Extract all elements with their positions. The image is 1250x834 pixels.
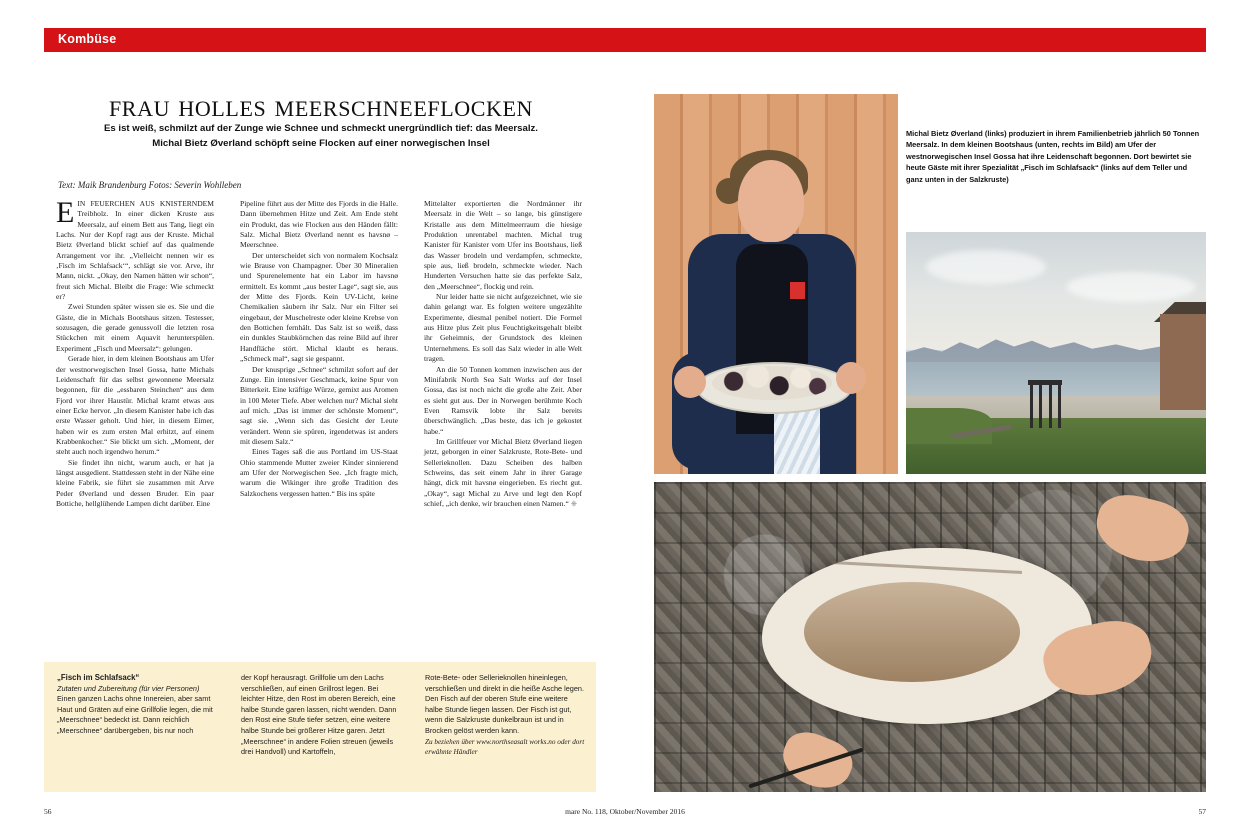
stool-leg xyxy=(1030,384,1033,428)
paragraph: An die 50 Tonnen kommen inzwischen aus der Minifabrik North Sea Salt Works auf der Insel Gossa, das ist noch nicht die große alte Zeit. Aber es sieht gut aus. Der in Norwegen berühmte Koch Even Ramsvik lobte ihr Salz bereits überschwänglich. „Das beste, das ich je gekostet habe.“ xyxy=(424,364,582,436)
cloud xyxy=(926,250,1046,284)
salt-crust-crack xyxy=(832,561,1022,574)
paragraph: Nur leider hatte sie nicht aufgezeichnet, wie sie dahin gelangt war. Es folgten weitere ungezählte Experimente, diesmal penibel notiert. Die Formel aus Hitze plus Zeit plus Feuchtigkeitsgehalt bleibt ihr Geheimnis, der Grundstock des kleinen Unternehmens. Es soll das Salz wieder in alle Welt tragen. xyxy=(424,292,582,364)
grass-patch-left xyxy=(906,408,992,444)
stool-leg xyxy=(1039,384,1042,428)
standfirst xyxy=(56,122,586,151)
paragraph: Gerade hier, in dem kleinen Bootshaus am Ufer der westnorwegischen Insel Gossa, hatte Michals Leidenschaft für das selbst gewonnene Meersalz begonnen, für die „essbaren Steinchen“ aus dem Fjord vor ihrer Haustür. Michal kramt etwas aus einer Ecke hervor. „In diesem Kanister habe ich das erste Wasser geholt. Und hier, in diesem Eimer, haben wir es zum ersten Mal erhitzt, auf einem Krabbenkocher.“ Sie blickt um sich. „Moment, der steht auch noch irgendwo herum.“ xyxy=(56,354,214,457)
recipe-source: Zu beziehen über www.northseasalt works.no oder dort erwähnte Händler xyxy=(425,737,585,756)
person-face xyxy=(738,160,804,242)
person-hand-left xyxy=(674,366,706,398)
rubric-label: Kombüse xyxy=(58,32,117,46)
recipe-column-1 xyxy=(57,673,215,737)
cloud xyxy=(1066,272,1196,302)
wooden-stool xyxy=(1028,380,1062,428)
standfirst-line-1: Es ist weiß, schmilzt auf der Zunge wie Schnee und schmeckt unergründlich tief: das Meersalz. xyxy=(104,123,538,134)
paragraph: Pipeline führt aus der Mitte des Fjords in die Halle. Dann übernehmen Hitze und Zeit. Am Ende steht ein Produkt, das wie Flocken aus den Händen fällt: Salz. Michal Bietz Øverland nennt es havsnø – Meerschnee. xyxy=(240,199,398,250)
page-number-right: 57 xyxy=(1198,807,1206,816)
salt-crusted-fish xyxy=(762,548,1092,724)
body-column-1 xyxy=(56,196,214,509)
photo-grill-salt-crust xyxy=(654,482,1206,792)
recipe-box xyxy=(44,662,596,792)
recipe-text: der Kopf herausragt. Grillfolie um den Lachs verschließen, auf einen Grillrost legen. Bei leichter Hitze, den Rost im oberen Bereich, eine halbe Stunde garen lassen, nicht wenden. Dann den Rost eine Stufe tiefer setzen, eine weitere halbe Stunde bei größerer Hitze garen. Jetzt „Meerschnee“ in andere Folien streuen (jeweils drei Handvoll) und Kartoffeln, xyxy=(241,673,397,757)
body-column-2 xyxy=(240,199,398,499)
photo-landscape-gossa xyxy=(906,232,1206,474)
standfirst-line-2: Michal Bietz Øverland schöpft seine Flocken auf einer norwegischen Insel xyxy=(152,137,490,149)
recipe-column-2 xyxy=(241,673,399,758)
paragraph: Zwei Stunden später wissen sie es. Sie und die Gäste, die in Michals Bootshaus sitzen. Testesser, sozusagen, die gerade genussvoll die letzten rosa Stückchen mit einem Aquavit herunterspülen. Experiment „Fisch und Meersalz“: gelungen. xyxy=(56,302,214,353)
byline-credits: Text: Maik Brandenburg Fotos: Severin Wohlleben xyxy=(58,180,242,190)
photo-caption: Michal Bietz Øverland (links) produziert in ihrem Familienbetrieb jährlich 50 Tonnen Meersalz. In dem kleinen Bootshaus (unten, rechts im Bild) am Ufer der westnorwegischen Insel Gossa hat ihre Leidenschaft begonnen. Dort bewirtet sie heute Gäste mit ihrer Spezialität „Fisch im Schlafsack“ (links auf dem Teller und ganz unten in der Salzkruste) xyxy=(906,129,1200,184)
exposed-fish-flesh xyxy=(804,582,1020,682)
vest-logo-patch xyxy=(790,282,805,299)
article-body xyxy=(56,196,584,651)
page-title: frau holles meerschneeflocken xyxy=(108,88,534,123)
paragraph: Der unterscheidet sich von normalem Kochsalz wie Brause von Champagner. Über 30 Mineralien und Spurenelemente hat ein Labor im havsnø ermittelt. Es kommt „aus bester Lage“, sagt sie, aus der Mitte des Fjords. Kein UV-Licht, keine Chemikalien säubern ihr Salz. Nur ein Filter sei eingebaut, der Muschelreste oder kleine Krebse von den Bottichen fernhält. Das Salz ist so weiß, dass ein dunkles Staubkörnchen das reine Bild auf ihrer Handfläche stört. Michal klaubt es heraus. „Schmeck mal“, sagt sie gespannt. xyxy=(240,250,398,364)
recipe-column-3 xyxy=(425,673,587,757)
recipe-text: Einen ganzen Lachs ohne Innereien, aber samt Haut und Gräten auf eine Grillfolie legen, die mit „Meerschnee“ bedeckt ist. Dann reichlich „Meerschnee“ darübergeben, bis nur noch xyxy=(57,694,213,735)
paragraph-text: IN FEUERCHEN AUS KNISTERNDEM Treibholz. In einer dicken Kruste aus Meersalz, auf einem Bett aus Tang, liegt ein Lachs. Nur der Kopf ragt aus der Kruste. Michal Bietz Øverland blickt schief auf das qualmende Arrangement vor ihr. „Vielleicht nennen wir es ‚Fisch im Schlafsack‘“, schlägt sie vor. Arve, ihr Mann, nickt. „Okay, den Namen hätten wir schon“, freut sich Michal. Bleibt die Frage: Wie schmeckt er? xyxy=(56,199,214,302)
body-column-3 xyxy=(424,199,582,509)
paragraph: Sie findet ihn nicht, warum auch, er hat ja längst ausgedient. Stattdessen steht in der Nähe eine kleine Fabrik, sie führt sie zusammen mit Arve Peder Øverland und dessen Bruder. Ein paar Bottiche, hellglühende Lampen dicht darüber. Eine xyxy=(56,457,214,508)
person-hand-right xyxy=(836,362,866,394)
photo-portrait-michal xyxy=(654,94,898,474)
paragraph: Der knusprige „Schnee“ schmilzt sofort auf der Zunge. Ein intensiver Geschmack, keine Spur von Bitterkeit. Eine kräftige Würze, gemixt aus Aromen in 100 Meter Tiefe. Aber welchen nur? Michal sieht auf mich. „Das ist immer der schönste Moment“, sagt sie. „Wenn sich das Gesicht der Leute verändert. Wenn sie spüren, irgendetwas ist anders mit diesem Salz.“ xyxy=(240,364,398,446)
page-number-left: 56 xyxy=(44,807,52,816)
boathouse xyxy=(1160,314,1206,410)
issue-line: mare No. 118, Oktober/November 2016 xyxy=(565,807,685,816)
drop-cap: E xyxy=(56,196,75,229)
paragraph-text: Im Grillfeuer vor Michal Bietz Øverland liegen jetzt, geborgen in einer Salzkruste, Rote-Bete- und Sellerieknollen. Dazu Scheiben des halben Schweins, das seit einem Jahr in ihrer Garage hängt, dick mit havsnø eingerieben. Es riecht gut. „Okay“, sagt Michal zu Arve und legt den Kopf schief, „ich denke, wir brauchen einen Namen.“ xyxy=(424,436,582,508)
recipe-text: Rote-Bete- oder Sellerieknollen hineinlegen, verschließen und direkt in die heiße Asche legen. Den Fisch auf der oberen Stufe eine weitere halbe Stunde liegen lassen. Der Fisch ist gut, wenn die Salzkruste dunkelbraun ist und in Brocken gelöst werden kann. xyxy=(425,673,585,735)
rubric-bar xyxy=(44,28,1206,52)
paragraph xyxy=(56,196,214,302)
recipe-title: „Fisch im Schlafsack“ xyxy=(57,673,140,682)
stool-leg xyxy=(1049,384,1052,428)
stool-seat xyxy=(1028,380,1062,385)
end-mark-icon: ⎈ xyxy=(570,498,578,508)
recipe-subtitle: Zutaten und Zubereitung (für vier Personen) xyxy=(57,683,200,693)
stool-leg xyxy=(1058,384,1061,428)
paragraph: Mittelalter exportierten die Nordmänner ihr Meersalz in die Welt – so lange, bis günstigere Kristalle aus dem Mittelmeerraum die hiesige Produktion unrentabel machten. Michal trug Kanister für Kanister vom Ufer ins Bootshaus, ließ das Wasser brodeln und verdampfen, schmeckte, spie aus, ließ brodeln, schmeckte wieder. Nach Hunderten Versuchen hatte sie das perfekte Salz, den „Meerschnee“, flockig und rein. xyxy=(424,199,582,291)
plate-food xyxy=(712,366,832,400)
paragraph: Eines Tages saß die aus Portland im US-Staat Ohio stammende Mutter zweier Kinder sinnierend am Ufer der Norwegischen See. „Ich fragte mich, warum die Wikinger ihre große Tradition des Salzkochens vergessen hatten.“ Bis ins späte xyxy=(240,447,398,498)
paragraph xyxy=(424,437,582,509)
